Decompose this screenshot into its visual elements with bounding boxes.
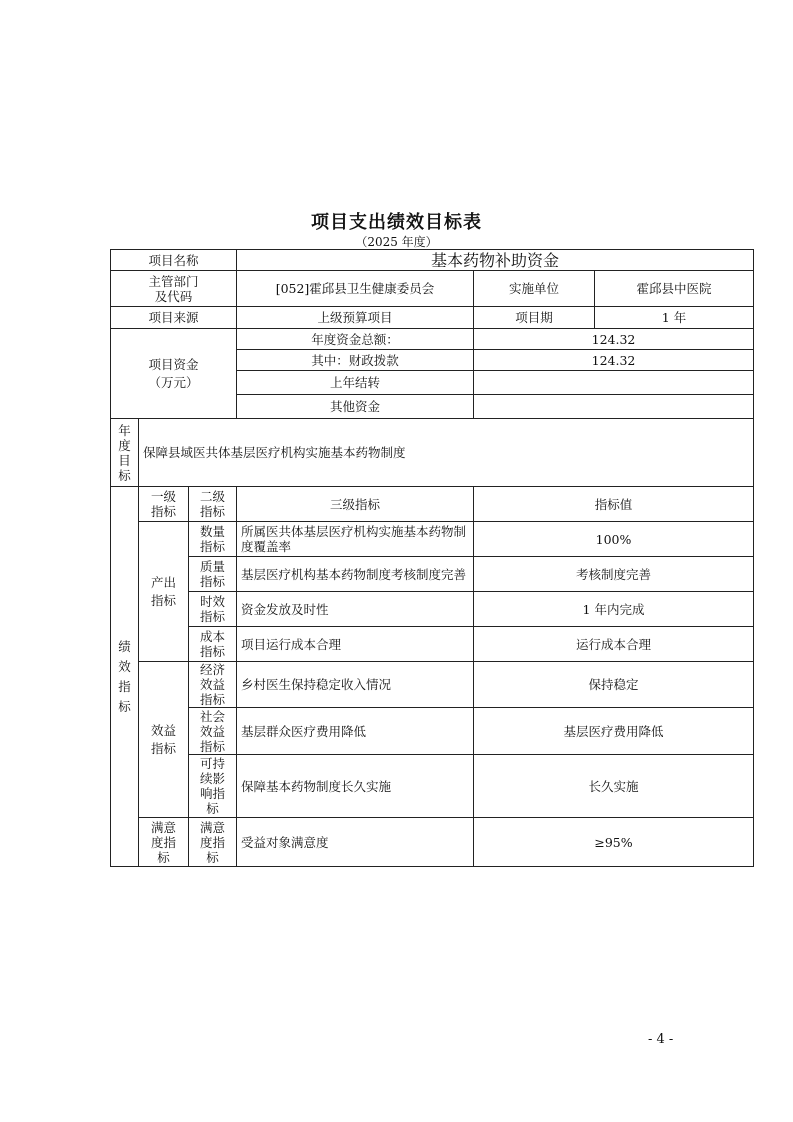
indicator-level3: 乡村医生保持稳定收入情况 xyxy=(237,662,474,708)
funds-other-label: 其他资金 xyxy=(237,395,474,419)
impl-unit-value: 霍邱县中医院 xyxy=(595,271,754,307)
indicator-value: 长久实施 xyxy=(474,755,754,818)
level1-header: 一级 指标 xyxy=(139,487,189,522)
funds-total-row xyxy=(111,329,754,350)
annual-goal-text: 保障县域医共体基层医疗机构实施基本药物制度 xyxy=(139,419,754,487)
indicator-level2: 满意 度指 标 xyxy=(189,818,237,867)
funds-carryover-value xyxy=(474,371,754,395)
funds-fiscal-value: 124.32 xyxy=(474,350,754,371)
performance-indicators-label: 绩 效 指 标 xyxy=(111,487,139,867)
funds-total-label: 年度资金总额： xyxy=(237,329,474,350)
indicator-level3: 基层医疗机构基本药物制度考核制度完善 xyxy=(237,557,474,592)
satisfaction-indicator-group: 满意 度指 标 xyxy=(139,818,189,867)
indicator-value: 1 年内完成 xyxy=(474,592,754,627)
project-name-row xyxy=(111,250,754,271)
output-indicator-group: 产出 指标 xyxy=(139,522,189,662)
indicator-value: 基层医疗费用降低 xyxy=(474,708,754,755)
dept-label: 主管部门 及代码 xyxy=(111,271,237,307)
benefit-indicator-group: 效益 指标 xyxy=(139,662,189,818)
indicator-level2: 可持 续影 响指 标 xyxy=(189,755,237,818)
indicator-level2: 时效 指标 xyxy=(189,592,237,627)
source-value: 上级预算项目 xyxy=(237,307,474,329)
annual-goal-label: 年 度 目 标 xyxy=(111,419,139,487)
indicator-row xyxy=(111,755,754,818)
annual-goal-row xyxy=(111,419,754,487)
indicator-header-row xyxy=(111,487,754,522)
indicator-value: 100% xyxy=(474,522,754,557)
indicator-level2: 经济 效益 指标 xyxy=(189,662,237,708)
indicator-value: 运行成本合理 xyxy=(474,627,754,662)
indicator-level2: 数量 指标 xyxy=(189,522,237,557)
performance-target-table xyxy=(110,249,754,867)
indicator-level3: 保障基本药物制度长久实施 xyxy=(237,755,474,818)
project-name-label: 项目名称 xyxy=(111,250,237,271)
indicator-row xyxy=(111,662,754,708)
indicator-level2: 成本 指标 xyxy=(189,627,237,662)
project-name-value: 基本药物补助资金 xyxy=(237,250,754,271)
funds-total-value: 124.32 xyxy=(474,329,754,350)
indicator-level2: 质量 指标 xyxy=(189,557,237,592)
funds-carryover-label: 上年结转 xyxy=(237,371,474,395)
value-header: 指标值 xyxy=(474,487,754,522)
indicator-row xyxy=(111,522,754,557)
impl-unit-label: 实施单位 xyxy=(474,271,595,307)
dept-value: [052]霍邱县卫生健康委员会 xyxy=(237,271,474,307)
indicator-row xyxy=(111,557,754,592)
dept-row xyxy=(111,271,754,307)
source-label: 项目来源 xyxy=(111,307,237,329)
period-label: 项目期 xyxy=(474,307,595,329)
source-row xyxy=(111,307,754,329)
page-number: - 4 - xyxy=(648,1032,674,1047)
page-title: 项目支出绩效目标表 xyxy=(311,212,482,233)
indicator-value: ≥95% xyxy=(474,818,754,867)
indicator-level2: 社会 效益 指标 xyxy=(189,708,237,755)
page-subtitle: （2025 年度） xyxy=(355,235,438,249)
indicator-row xyxy=(111,592,754,627)
indicator-row xyxy=(111,818,754,867)
funds-other-value xyxy=(474,395,754,419)
funds-label: 项目资金 （万元） xyxy=(111,329,237,419)
period-value: 1 年 xyxy=(595,307,754,329)
funds-fiscal-label: 其中：财政拨款 xyxy=(237,350,474,371)
indicator-row xyxy=(111,708,754,755)
level3-header: 三级指标 xyxy=(237,487,474,522)
level2-header: 二级 指标 xyxy=(189,487,237,522)
indicator-level3: 项目运行成本合理 xyxy=(237,627,474,662)
indicator-value: 保持稳定 xyxy=(474,662,754,708)
indicator-level3: 受益对象满意度 xyxy=(237,818,474,867)
indicator-level3: 基层群众医疗费用降低 xyxy=(237,708,474,755)
indicator-level3: 资金发放及时性 xyxy=(237,592,474,627)
indicator-value: 考核制度完善 xyxy=(474,557,754,592)
indicator-level3: 所属医共体基层医疗机构实施基本药物制度覆盖率 xyxy=(237,522,474,557)
indicator-row xyxy=(111,627,754,662)
